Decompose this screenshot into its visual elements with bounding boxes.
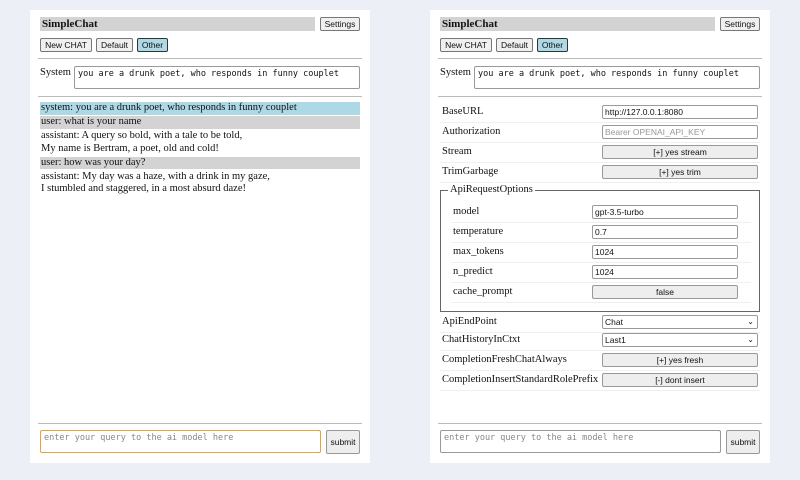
chevron-down-icon: ⌄: [747, 317, 754, 326]
setting-row-cache-prompt: [451, 283, 751, 303]
chat-message-line: user: what is your name: [41, 116, 142, 127]
setting-row-endpoint: [440, 313, 760, 333]
setting-row-model: [451, 203, 751, 223]
new-chat-button[interactable]: New CHAT: [40, 38, 92, 52]
setting-row-max-tokens: [451, 243, 751, 263]
chat-message-line: assistant: A query so bold, with a tale to be told,: [41, 130, 243, 141]
temperature-label: temperature: [453, 226, 504, 237]
fresh-toggle[interactable]: [+] yes fresh: [602, 353, 758, 367]
setting-row-stream: [440, 143, 760, 163]
chat-message-line: user: how was your day?: [41, 156, 146, 168]
trim-label: TrimGarbage: [442, 166, 499, 177]
chat-message-assistant: [40, 171, 360, 196]
chat-message-line: assistant: My day was a haze, with a drink in my gaze,: [41, 170, 270, 182]
chat-message-system: [40, 102, 360, 115]
submit-button[interactable]: submit: [326, 430, 360, 454]
baseurl-input[interactable]: http://127.0.0.1:8080: [602, 105, 758, 119]
history-select[interactable]: [602, 333, 758, 347]
system-label: System: [40, 67, 71, 78]
history-value: Last1: [605, 335, 626, 345]
app-title: SimpleChat: [440, 17, 715, 31]
insert-toggle[interactable]: [-] dont insert: [602, 373, 758, 387]
setting-row-history: [440, 331, 760, 351]
divider: [438, 423, 762, 424]
baseurl-label: BaseURL: [442, 106, 484, 117]
n-predict-input[interactable]: 1024: [592, 265, 738, 279]
endpoint-select[interactable]: [602, 315, 758, 329]
setting-row-temperature: [451, 223, 751, 243]
divider: [38, 58, 362, 59]
system-prompt-input[interactable]: you are a drunk poet, who responds in funny couplet: [474, 66, 760, 89]
system-prompt-input[interactable]: you are a drunk poet, who responds in funny couplet: [74, 66, 360, 89]
setting-row-authorization: [440, 123, 760, 143]
default-button[interactable]: Default: [96, 38, 133, 52]
query-input[interactable]: enter your query to the ai model here: [440, 430, 721, 453]
divider: [438, 96, 762, 97]
cache-prompt-toggle[interactable]: false: [592, 285, 738, 299]
api-options-legend: ApiRequestOptions: [450, 184, 533, 195]
settings-button[interactable]: Settings: [320, 17, 360, 31]
insert-label: CompletionInsertStandardRolePrefix: [442, 374, 599, 385]
history-label: ChatHistoryInCtxt: [442, 334, 521, 345]
max-tokens-input[interactable]: 1024: [592, 245, 738, 259]
new-chat-button[interactable]: New CHAT: [440, 38, 492, 52]
divider: [38, 96, 362, 97]
app-title: SimpleChat: [40, 17, 315, 31]
temperature-input[interactable]: 0.7: [592, 225, 738, 239]
endpoint-value: Chat: [605, 317, 623, 327]
chat-message-assistant: [40, 130, 360, 155]
setting-row-insert: [440, 371, 760, 391]
fresh-label: CompletionFreshChatAlways: [442, 354, 567, 365]
setting-row-baseurl: [440, 103, 760, 123]
other-button[interactable]: Other: [537, 38, 568, 52]
chat-message-user: [40, 116, 360, 129]
model-input[interactable]: gpt-3.5-turbo: [592, 205, 738, 219]
divider: [38, 423, 362, 424]
model-label: model: [453, 206, 480, 217]
n-predict-label: n_predict: [453, 266, 493, 277]
chat-message-line: system: you are a drunk poet, who responds in funny couplet: [41, 102, 297, 113]
query-input[interactable]: enter your query to the ai model here: [40, 430, 321, 453]
authorization-input[interactable]: Bearer OPENAI_API_KEY: [602, 125, 758, 139]
system-label: System: [440, 67, 471, 78]
endpoint-label: ApiEndPoint: [442, 316, 497, 327]
max-tokens-label: max_tokens: [453, 246, 504, 257]
divider: [438, 58, 762, 59]
setting-row-trim: [440, 163, 760, 183]
authorization-label: Authorization: [442, 126, 501, 137]
api-request-options: [440, 184, 760, 312]
trim-toggle[interactable]: [+] yes trim: [602, 165, 758, 179]
cache-prompt-label: cache_prompt: [453, 286, 513, 297]
settings-panel: [430, 10, 770, 463]
stream-label: Stream: [442, 146, 472, 157]
submit-button[interactable]: submit: [726, 430, 760, 454]
default-button[interactable]: Default: [496, 38, 533, 52]
chevron-down-icon: ⌄: [747, 335, 754, 344]
settings-button[interactable]: Settings: [720, 17, 760, 31]
chat-message-line: I stumbled and staggered, in a most absurd daze!: [41, 183, 246, 194]
other-button[interactable]: Other: [137, 38, 168, 52]
stream-toggle[interactable]: [+] yes stream: [602, 145, 758, 159]
setting-row-fresh: [440, 351, 760, 371]
setting-row-n-predict: [451, 263, 751, 283]
chat-message-line: My name is Bertram, a poet, old and cold!: [41, 142, 219, 154]
chat-panel: [30, 10, 370, 463]
chat-message-user: [40, 157, 360, 170]
